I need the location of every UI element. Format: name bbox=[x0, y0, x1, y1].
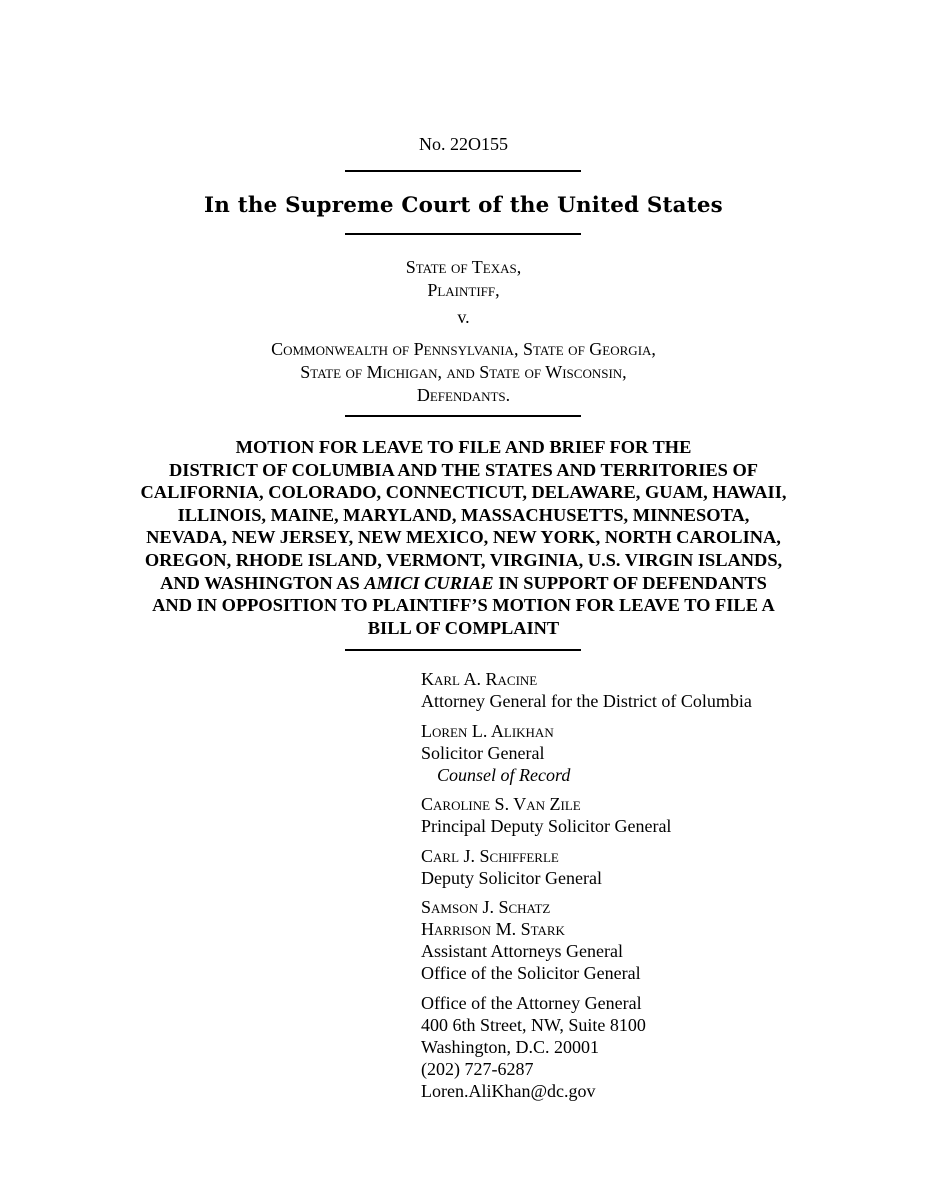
court-title: In the Supreme Court of the United States bbox=[204, 192, 723, 217]
counsel-racine bbox=[421, 668, 901, 712]
motion-title-line: ILLINOIS, MAINE, MARYLAND, MASSACHUSETTS, MINNESOTA, bbox=[177, 504, 750, 525]
counsel-name: Harrison M. Stark bbox=[421, 919, 565, 939]
counsel-address bbox=[421, 992, 901, 1102]
docket-number: No. 22O155 bbox=[419, 134, 508, 154]
divider-rule bbox=[345, 170, 581, 172]
defendants-role: Defendants. bbox=[416, 385, 511, 405]
counsel-title: Assistant Attorneys General bbox=[421, 941, 623, 961]
phone-number: (202) 727-6287 bbox=[421, 1058, 534, 1079]
motion-title-line: DISTRICT OF COLUMBIA AND THE STATES AND TERRITORIES OF bbox=[169, 459, 758, 480]
counsel-name: Karl A. Racine bbox=[421, 669, 538, 689]
counsel-title: Principal Deputy Solicitor General bbox=[421, 816, 672, 836]
address-city: Washington, D.C. 20001 bbox=[421, 1036, 600, 1057]
plaintiff-name: State of Texas, bbox=[405, 257, 522, 277]
counsel-title: Attorney General for the District of Columbia bbox=[421, 691, 752, 711]
counsel-block bbox=[421, 668, 901, 1109]
motion-title-text: IN SUPPORT OF DEFENDANTS bbox=[493, 572, 767, 593]
motion-title-text: AND WASHINGTON AS bbox=[160, 572, 365, 593]
motion-title-line: OREGON, RHODE ISLAND, VERMONT, VIRGINIA, U.S. VIRGIN ISLANDS, bbox=[144, 549, 783, 570]
email-address: Loren.AliKhan@dc.gov bbox=[421, 1080, 596, 1101]
motion-title-line bbox=[88, 572, 839, 595]
counsel-office: Office of the Solicitor General bbox=[421, 963, 641, 983]
divider-rule bbox=[345, 415, 581, 417]
counsel-title: Solicitor General bbox=[421, 742, 545, 763]
address-street: 400 6th Street, NW, Suite 8100 bbox=[421, 1014, 646, 1035]
motion-title-line: BILL OF COMPLAINT bbox=[367, 617, 560, 638]
counsel-name: Carl J. Schifferle bbox=[421, 845, 559, 866]
versus-label: v. bbox=[457, 307, 470, 327]
motion-title-line: MOTION FOR LEAVE TO FILE AND BRIEF FOR THE bbox=[235, 437, 692, 457]
plaintiff-block bbox=[0, 256, 927, 302]
counsel-assistants bbox=[421, 896, 901, 984]
motion-title bbox=[88, 436, 839, 639]
counsel-name: Caroline S. Van Zile bbox=[421, 794, 581, 814]
divider-rule bbox=[345, 233, 581, 235]
amici-curiae-text: AMICI CURIAE bbox=[364, 572, 494, 593]
defendants-block bbox=[0, 338, 927, 407]
motion-title-line: NEVADA, NEW JERSEY, NEW MEXICO, NEW YORK, NORTH CAROLINA, bbox=[146, 527, 781, 548]
motion-title-line: CALIFORNIA, COLORADO, CONNECTICUT, DELAWARE, GUAM, HAWAII, bbox=[140, 482, 787, 503]
counsel-schifferle bbox=[421, 845, 901, 889]
counsel-alikhan bbox=[421, 720, 901, 786]
counsel-of-record-note: Counsel of Record bbox=[437, 764, 571, 785]
counsel-title: Deputy Solicitor General bbox=[421, 867, 602, 888]
plaintiff-role: Plaintiff, bbox=[427, 280, 500, 300]
defendants-line-2: State of Michigan, and State of Wisconsin, bbox=[300, 362, 627, 382]
motion-title-line: AND IN OPPOSITION TO PLAINTIFF’S MOTION FOR LEAVE TO FILE A bbox=[152, 595, 775, 616]
counsel-name: Samson J. Schatz bbox=[421, 897, 551, 917]
counsel-vanzile bbox=[421, 793, 901, 837]
defendants-line-1: Commonwealth of Pennsylvania, State of Georgia, bbox=[271, 339, 656, 359]
counsel-name: Loren L. Alikhan bbox=[421, 720, 554, 741]
address-office: Office of the Attorney General bbox=[421, 992, 642, 1013]
divider-rule bbox=[345, 649, 581, 651]
